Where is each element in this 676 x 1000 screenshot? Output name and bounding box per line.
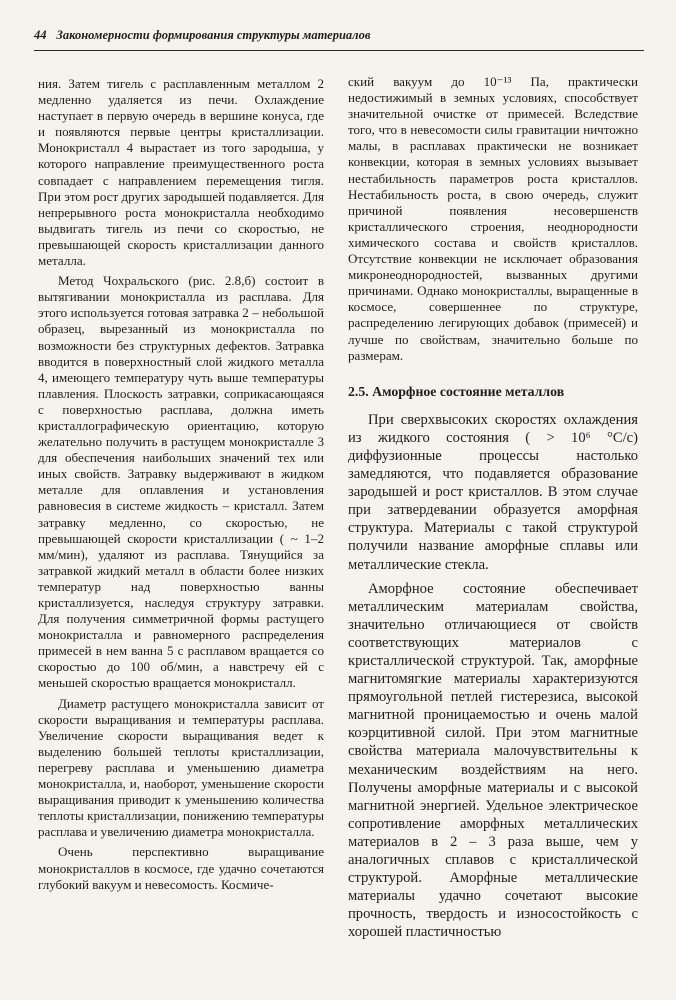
- page-header: [34, 28, 640, 43]
- right-column: [348, 74, 638, 946]
- paragraph: Диаметр растущего монокристалла зависит от скорости выращивания и температуры расплава. Увеличение скорости выращивания ведет к выделению большей теплоты кристаллизации, перегреву расплава и уменьшению диаметра монокристалла, и, наоборот, уменьшение скорости выращивания приводит к уменьшению количества теплоты кристаллизации, понижению температуры расплава и увеличению диаметра монокристалла.: [38, 695, 324, 840]
- running-title: Закономерности формирования структуры материалов: [56, 28, 371, 42]
- paragraph: Очень перспективно выращивание монокристаллов в космосе, где удачно сочетаются глубокий вакуум и невесомость. Космиче-: [38, 844, 324, 892]
- page-number: 44: [34, 28, 47, 42]
- section-heading: 2.5. Аморфное состояние металлов: [348, 383, 565, 399]
- paragraph: Аморфное состояние обеспечивает металлическим материалам свойства, значительно отличающиеся от свойств соответствующих материалов с кристаллической структурой. Так, аморфные магнитомягкие материалы характеризуются прямоугольной петлей гистерезиса, высокой магнитной проницаемостью и очень малой коэрцитивной силой. При этом магнитные свойства материала малочувствительны к механическим воздействиям на него. Получены аморфные материалы и с высокой магнитной энергией. Удельное электрическое сопротивление аморфных металлических материалов в 2 – 3 раза выше, чем у аналогичных сплавов с кристаллической структурой. Аморфные металлические материалы удачно сочетают высокие прочность, твердость и износостойкость с хорошей пластичностью: [348, 580, 638, 941]
- paragraph: Метод Чохральского (рис. 2.8,б) состоит в вытягивании монокристалла из расплава. Для этого используется готовая затравка 2 – небольшой образец, вырезанный из монокристалла по возможности без структурных дефектов. Затравка вводится в поверхностный слой жидкого металла 4, имеющего температуру чуть выше температуры плавления. Плоскость затравки, соприкасающаяся с поверхностью расплава, должна иметь кристаллографическую ориентацию, которую желательно получить в растущем монокристалле 3 для обеспечения наибольших значений тех или иных свойств. Затравку выдерживают в жидком металле для оплавления и установления равновесия в системе жидкость – кристалл. Затем затравку медленно, со скоростью, не превышающей скорости кристаллизации ( ~ 1–2 мм/мин), удаляют из расплава. Тянущийся за затравкой жидкий металл в области более низких температур над поверхностью ванны кристаллизуется, наследуя структуру затравки. Для получения симметричной формы растущего монокристалла и равномерного распределения примесей в нем ванна 5 с расплавом вращается со скоростью до 100 об/мин, а навстречу ей с меньшей скоростью вращается монокристалл.: [38, 273, 324, 691]
- paragraph: ния. Затем тигель с расплавленным металлом 2 медленно удаляется из печи. Охлаждение наступает в первую очередь в вершине конуса, где и появляются первые центры кристаллизации. Монокристалл 4 вырастает из того зародыша, у которого направление преимущественного роста совпадает с направлением перемещения тигля. При этом рост других зародышей подавляется. Для непрерывного роста монокристалла необходимо выдвигать тигель из печи со скоростью, не превышающей скорость кристаллизации данного металла.: [38, 76, 324, 269]
- left-column: [38, 76, 324, 897]
- header-divider: [34, 50, 644, 51]
- paragraph: ский вакуум до 10⁻¹³ Па, практически недостижимый в земных условиях, способствует значительной очистке от примесей. Вследствие того, что в невесомости силы гравитации ничтожно малы, в расплавах практически не возникает конвекции, которая в земных условиях вызывает нестабильность параметров роста кристаллов. Нестабильность роста, в свою очередь, служит причиной появления несовершенств кристаллического строения, неоднородности химического состава и свойств кристаллов. Отсутствие конвекции не исключает образования микронеоднородностей, вызванных другими причинами. Однако монокристаллы, выращенные в космосе, совершеннее по структуре, распределению легирующих добавок (примесей) и лучше по свойствам, значительно больше по размерам.: [348, 74, 638, 363]
- paragraph: При сверхвысоких скоростях охлаждения из жидкого состояния ( > 10⁶ °С/с) диффузионные процессы настолько замедляются, что подавляется образование зародышей и рост кристаллов. В этом случае при затвердевании образуется аморфная структура. Материалы с такой структурой получили название аморфные сплавы или металлические стекла.: [348, 411, 638, 573]
